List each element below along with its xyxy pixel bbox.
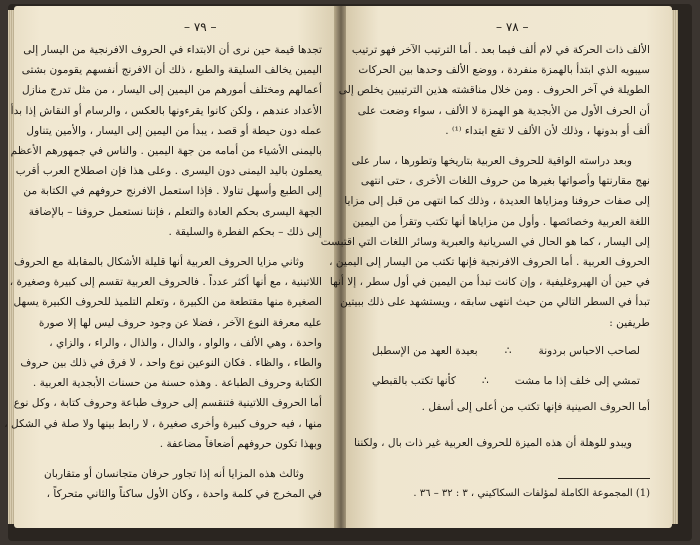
text-line: إلى اليسار ، كما هو الحال في السريانية والعبرية وسائر اللغات التي اقتبست — [320, 235, 650, 248]
text-line: وبعد دراسته الواقية للحروف العربية بتاريخها وتطورها ، سار على — [351, 155, 632, 168]
text-line: ويبدو للوهلة أن هذه الميزة للحروف العربية غير ذات بال ، ولكننا — [353, 437, 632, 450]
verse-line-1 — [372, 341, 640, 361]
verse-1-separator: ∴ — [504, 344, 512, 357]
text-line: يعملون باليد اليمنى دون اليسرى . وعلى هذا فإن اصطلاح العرب أقرب — [15, 165, 322, 178]
text-line: اليمين يخالف السليقة والطبع ، ذلك أن الافرنج أنفسهم يقومون بشتى — [21, 64, 322, 77]
text-line: إلى صفات حروفنا ومزاياها العديدة ، وذلك كما انتهى من قبل إلى مزايا — [344, 195, 650, 208]
text-line: في حين أن الهيروغليفية ، وإن كانت تبدأ من اليمين في أول سطر ، إلا أنها — [329, 276, 650, 289]
left-page — [4, 6, 336, 528]
verse-block — [372, 341, 640, 391]
left-para-3 — [36, 464, 322, 504]
verse-2-first-hemistich: تمشي إلى خلف إذا ما مشت — [514, 375, 640, 388]
text-line: الكتابة وحروف الطباعة . وهذه حسنة من حسنات الأبجدية العربية . — [32, 377, 322, 390]
text-line: طريفين : — [609, 316, 650, 329]
text-line: الصغيرة منها مقتطعة من الكبيرة ، وتعلم التلميذ للحروف الكبيرة يسهل — [13, 296, 322, 309]
text-line: عمله دون حيطة أو قصد ، يبدأ من اليمين إلى اليسار ، والأمين يتناول — [26, 124, 322, 137]
right-para-4 — [353, 433, 650, 453]
verse-2-separator: ∴ — [481, 375, 489, 388]
left-page-body — [4, 40, 322, 504]
text-line: وثالث هذه المزايا أنه إذا تجاور حرفان متجانسان أو متقاربان — [43, 468, 304, 481]
text-line: منها ، فيه حروف كبيرة وأخرى صغيرة ، لا رابط بينها ولا صلة في الشكل ، — [4, 417, 322, 430]
text-line: الأعداد عندهم ، ولكن كانوا يقرءونها بالعكس ، والرسام أو النقاش إذا بدأ — [10, 104, 322, 117]
text-line: أعمالهم ومختلف أمورهم من اليمين إلى اليسار ، من مثل تدرج منازل — [21, 84, 322, 97]
text-line: اللغة العربية وخصائصها . وأول من مزاياها أنها تكتب وتقرأ من اليمين — [352, 215, 650, 228]
text-line: إلى الطبع وأسهل تناولا . فإذا استعمل الافرنج حروفهم في الكتابة من — [23, 185, 322, 198]
text-line: الحروف العربية . أما الحروف الافرنجية فإنها تكتب من اليسار إلى اليمين ، — [329, 256, 650, 269]
verse-1-first-hemistich: لصاحب الاحباس بردونة — [538, 344, 640, 357]
text-line: باليمنى الأشياء من أمامه من جهة اليمين . والناس في جمهورهم الأعظم — [10, 145, 322, 158]
text-line: تبدأ في السطر التالي من حيث انتهى سابقه ، ويستشهد على ذلك ببيتين — [340, 296, 650, 309]
left-page-number: – ٧٩ – — [184, 20, 217, 34]
right-para-1 — [338, 40, 650, 141]
text-line: الطويلة في آخر الحروف . ومن خلال مناقشته هذين الترتيبين يخلص إلى — [338, 84, 650, 97]
verse-1-second-hemistich: بعيدة العهد من الإسطبل — [372, 344, 478, 357]
footnote: (1) المجموعة الكاملة لمؤلفات السكاكيني ، ٣ : ٣٢ – ٣٦ . — [413, 488, 650, 499]
right-para-2 — [320, 151, 650, 333]
text-line: عليه معرفة النوع الآخر ، فضلا عن وجود حروف ليس لها إلا صورة — [38, 316, 322, 329]
right-para-3 — [362, 397, 650, 417]
footnote-rule — [558, 478, 650, 479]
text-line: والطاء ، والظاء . فكان النوعين نوع واحد ، لا فرق في ذلك بين حروف — [20, 357, 322, 370]
verse-2-second-hemistich: كأنها تكتب بالقبطي — [372, 375, 456, 388]
text-line: أما الحروف الصينية فإنها تكتب من أعلى إلى أسفل . — [421, 401, 650, 414]
left-para-1 — [10, 40, 322, 242]
text-line: أن الحرف الأول من الأبجدية هو الهمزة لا الألف ، سواء وضعت على — [357, 104, 650, 117]
text-line: الألف ذات الحركة في لام ألف فيما بعد . أما الترتيب الآخر فهو ترتيب — [351, 44, 650, 56]
right-page-body — [320, 40, 650, 454]
text-line: وبهذا تكون حروفهم أضعافاً مضاعفة . — [159, 437, 322, 450]
page-edges-right — [672, 10, 678, 524]
text-line: وثاني مزايا الحروف العربية أنها قليلة الأشكال بالمقابلة مع الحروف — [13, 256, 304, 269]
verse-line-2 — [372, 371, 640, 391]
right-page-number: – ٧٨ – — [496, 20, 529, 34]
text-line: تجدها قيمة حين نرى أن الابتداء في الحروف الافرنجية من اليسار إلى — [23, 44, 322, 56]
text-line: ألف أو بدونها ، وذلك لأن الألف لا تقع ابتداء ⁽¹⁾ . — [445, 124, 650, 137]
text-line: واحدة ، وهي الألف ، والواو ، والدال ، والذال ، والراء ، والزاي ، — [49, 336, 322, 349]
text-line: إلى ذلك – بحكم الفطرة والسليقة . — [168, 225, 322, 238]
text-line: في المخرج في كلمة واحدة ، وكان الأول ساكناً والثاني متحركاً ، — [46, 488, 322, 501]
text-line: نهج مقارنتها وأصواتها بغيرها من حروف اللغات الأخرى ، حتى انتهى — [360, 175, 650, 188]
text-line: الجهة اليسرى بحكم العادة والتعلم ، فإننا نستعمل حروفنا – بالإضافة — [28, 205, 322, 218]
text-line: سيبويه الذي ابتدأ بالهمزة منفردة ، ووضع الألف وحدها بين الحركات — [358, 64, 650, 77]
text-line: أما الحروف اللاتينية فتنقسم إلى حروف طباعة وحروف كتابة ، وكل نوع — [13, 397, 322, 410]
right-page — [320, 6, 672, 528]
text-line: اللاتينية ، مع أنها أكثر عدداً . فالحروف العربية تقسم إلى كبيرة وصغيرة ، — [9, 276, 322, 289]
left-para-2 — [4, 252, 322, 454]
